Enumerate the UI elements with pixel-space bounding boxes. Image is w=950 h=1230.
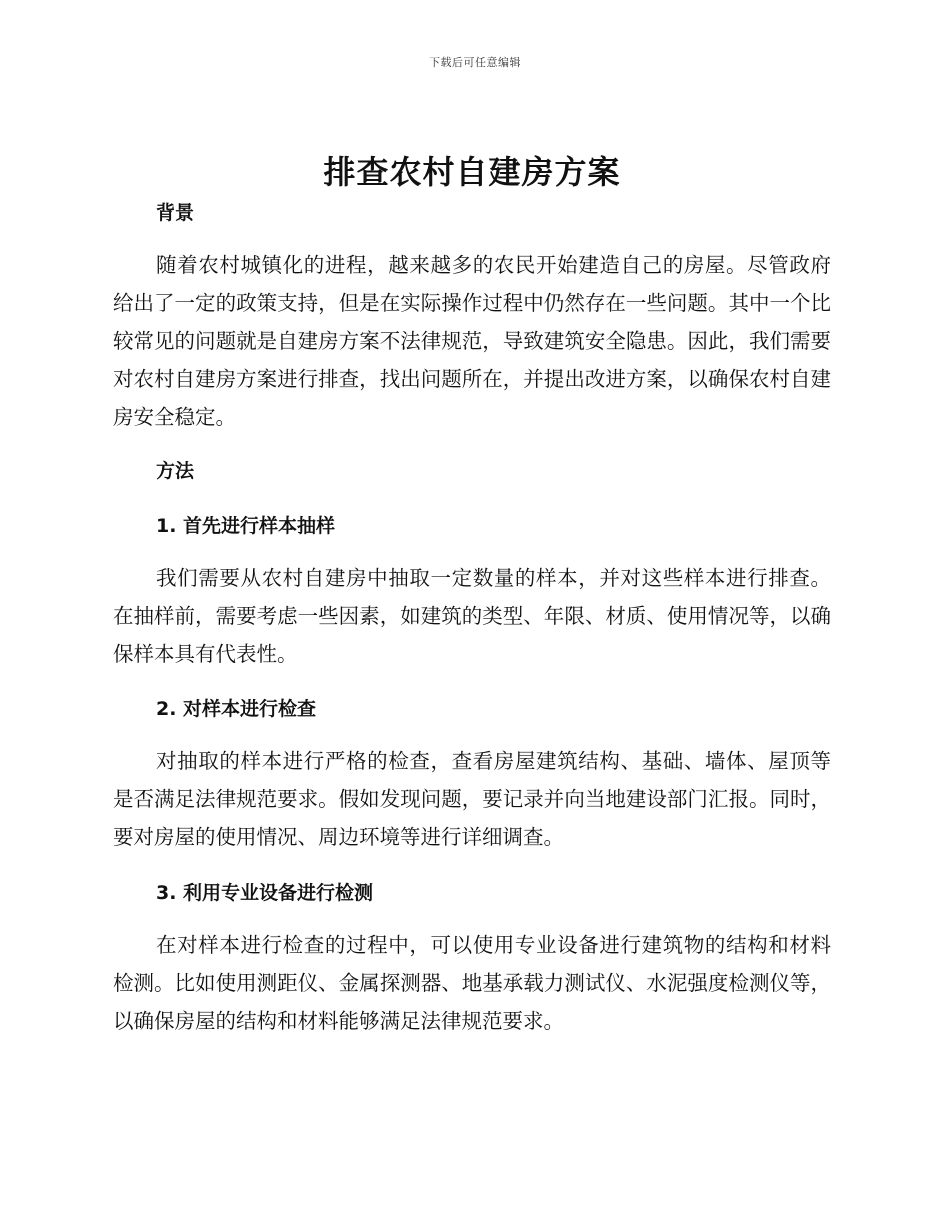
step-heading-equipment-testing: 3. 利用专业设备进行检测 xyxy=(156,882,374,904)
document-title: 排查农村自建房方案 xyxy=(323,153,621,191)
page-header-note: 下载后可任意编辑 xyxy=(429,56,521,69)
paragraph-background: 随着农村城镇化的进程，越来越多的农民开始建造自己的房屋。尽管政府给出了一定的政策支持，但是在实际操作过程中仍然存在一些问题。其中一个比较常见的问题就是自建房方案不法律规范，导致建筑安全隐患。因此，我们需要对农村自建房方案进行排查，找出问题所在，并提出改进方案，以确保农村自建房安全稳定。 xyxy=(113,253,831,429)
section-heading-method: 方法 xyxy=(156,460,195,482)
section-heading-background: 背景 xyxy=(156,202,195,224)
step-heading-sampling: 1. 首先进行样本抽样 xyxy=(156,515,336,537)
paragraph-sampling: 我们需要从农村自建房中抽取一定数量的样本，并对这些样本进行排查。在抽样前，需要考虑一些因素，如建筑的类型、年限、材质、使用情况等，以确保样本具有代表性。 xyxy=(113,566,831,666)
document-body xyxy=(113,150,831,1040)
paragraph-inspection: 对抽取的样本进行严格的检查，查看房屋建筑结构、基础、墙体、屋顶等是否满足法律规范要求。假如发现问题，要记录并向当地建设部门汇报。同时，要对房屋的使用情况、周边环境等进行详细调查。 xyxy=(113,749,831,849)
paragraph-equipment-testing: 在对样本进行检查的过程中，可以使用专业设备进行建筑物的结构和材料检测。比如使用测距仪、金属探测器、地基承载力测试仪、水泥强度检测仪等，以确保房屋的结构和材料能够满足法律规范要求。 xyxy=(113,933,831,1033)
step-heading-inspection: 2. 对样本进行检查 xyxy=(156,698,317,720)
